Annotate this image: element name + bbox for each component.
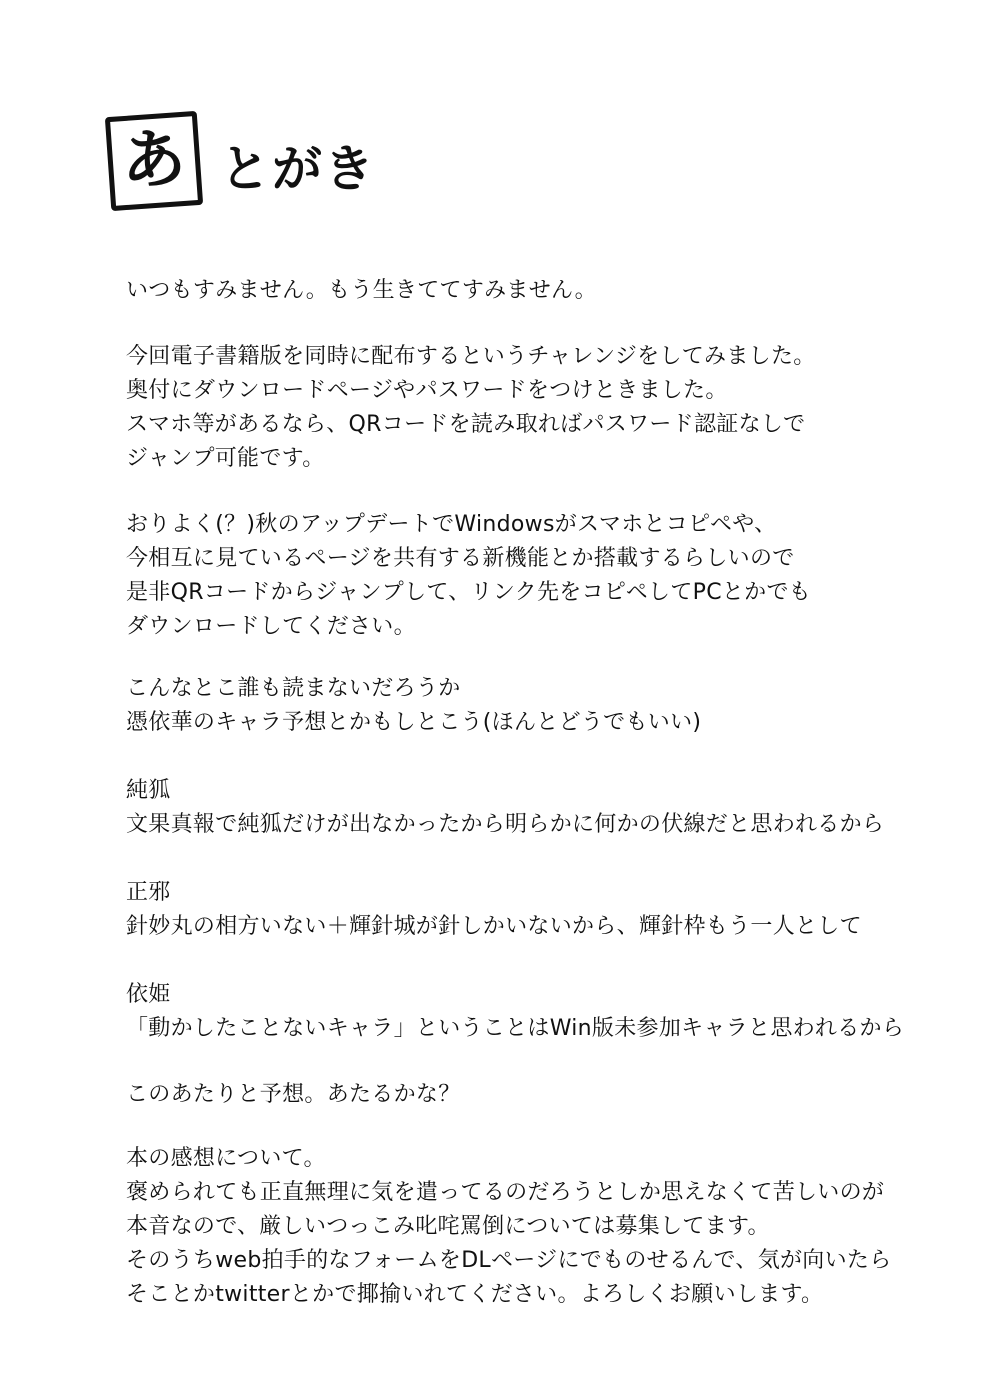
text-line: そことかtwitterとかで揶揄いれてください。よろしくお願いします。 <box>126 1282 824 1307</box>
text-line: 文果真報で純狐だけが出なかったから明らかに何かの伏線だと思われるから <box>126 812 885 837</box>
character-name: 純狐 <box>126 778 171 803</box>
text-line: このあたりと予想。あたるかな？ <box>126 1082 461 1107</box>
heading-text: とがき <box>220 140 376 198</box>
text-line: いつもすみません。もう生きててすみません。 <box>126 278 597 303</box>
heading-boxed-char: あ <box>122 124 186 198</box>
text-line: 本音なので、厳しいつっこみ叱咤罵倒については募集してます。 <box>126 1214 770 1239</box>
text-line: そのうちweb拍手的なフォームをDLページにでものせるんで、気が向いたら <box>126 1248 892 1273</box>
text-line: 憑依華のキャラ予想とかもしとこう(ほんとどうでもいい) <box>126 710 702 735</box>
character-name: 依姫 <box>126 982 171 1007</box>
text-line: 褒められても正直無理に気を遣ってるのだろうとしか思えなくて苦しいのが <box>126 1180 885 1205</box>
text-line: ジャンプ可能です。 <box>126 446 325 471</box>
text-line: 是非QRコードからジャンプして、リンク先をコピペしてPCとかでも <box>126 580 812 605</box>
text-line: スマホ等があるなら、QRコードを読み取ればパスワード認証なしで <box>126 412 806 437</box>
text-line: おりよく(？)秋のアップデートでWindowsがスマホとコピペや、 <box>126 512 777 537</box>
text-line: 本の感想について。 <box>126 1146 326 1171</box>
text-line: ダウンロードしてください。 <box>126 614 416 639</box>
afterword-heading <box>102 108 402 220</box>
text-line: 今相互に見ているページを共有する新機能とか搭載するらしいので <box>126 546 795 571</box>
text-line: 針妙丸の相方いない＋輝針城が針しかいないから、輝針枠もう一人として <box>126 914 862 939</box>
text-line: 奥付にダウンロードページやパスワードをつけときました。 <box>126 378 728 403</box>
character-name: 正邪 <box>126 880 171 905</box>
heading-boxed-frame <box>105 111 203 211</box>
text-line: 今回電子書籍版を同時に配布するというチャレンジをしてみました。 <box>126 344 816 369</box>
text-line: 「動かしたことないキャラ」ということはWin版未参加キャラと思われるから <box>126 1016 905 1041</box>
text-line: こんなとこ誰も読まないだろうか <box>126 676 461 701</box>
